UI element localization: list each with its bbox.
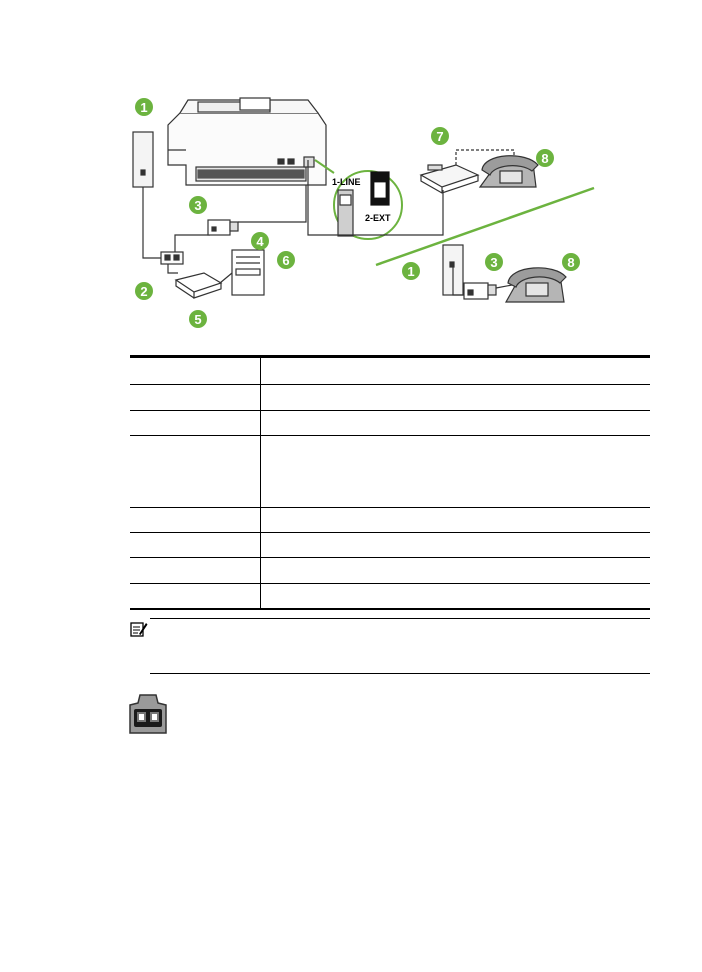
fax-setup-diagram	[128, 95, 608, 330]
table-cell	[130, 385, 261, 410]
table-cell	[130, 533, 261, 557]
callout-6: 6	[282, 253, 290, 268]
note-block	[130, 618, 650, 674]
table-cell	[130, 558, 261, 583]
table-row	[130, 411, 650, 436]
divider-line	[376, 188, 594, 265]
table-row	[130, 508, 650, 533]
wall-jack-left	[133, 132, 153, 187]
table-cell	[261, 558, 650, 583]
callout-2: 2	[140, 284, 148, 299]
table-cell	[261, 584, 650, 608]
telephone-top	[480, 156, 538, 187]
table-row	[130, 436, 650, 508]
dsl-modem	[176, 273, 221, 292]
parallel-splitter-icon	[128, 693, 168, 737]
callout-1-top: 1	[140, 100, 148, 115]
callout-7: 7	[436, 129, 444, 144]
port-label-line: 1-LINE	[332, 177, 361, 187]
note-top-rule	[150, 618, 650, 619]
table-cell	[130, 584, 261, 608]
table-header-row	[130, 358, 650, 385]
table-cell	[261, 508, 650, 532]
table-cell	[261, 533, 650, 557]
callout-4: 4	[256, 234, 264, 249]
table-cell	[130, 436, 261, 507]
table-row	[130, 584, 650, 608]
table-cell	[261, 358, 650, 384]
callout-5: 5	[194, 312, 202, 327]
table-cell	[261, 436, 650, 507]
note-icon	[130, 620, 148, 638]
table-row	[130, 533, 650, 558]
table-cell	[130, 411, 261, 435]
telephone-bottom	[506, 268, 566, 302]
callout-3-left: 3	[194, 198, 202, 213]
table-cell	[130, 508, 261, 532]
table-cell	[261, 411, 650, 435]
table-cell	[261, 385, 650, 410]
port-label-ext: 2-EXT	[365, 213, 391, 223]
table-cell	[130, 358, 261, 384]
dsl-filter-left	[208, 220, 230, 235]
note-bottom-rule	[150, 673, 650, 674]
table-row	[130, 558, 650, 584]
callout-1-right: 1	[407, 264, 415, 279]
parts-table	[130, 355, 650, 610]
callout-8-top: 8	[541, 151, 549, 166]
parallel-splitter	[161, 252, 183, 264]
table-row	[130, 385, 650, 411]
callout-8-bottom: 8	[567, 255, 575, 270]
callout-3-right: 3	[490, 255, 498, 270]
